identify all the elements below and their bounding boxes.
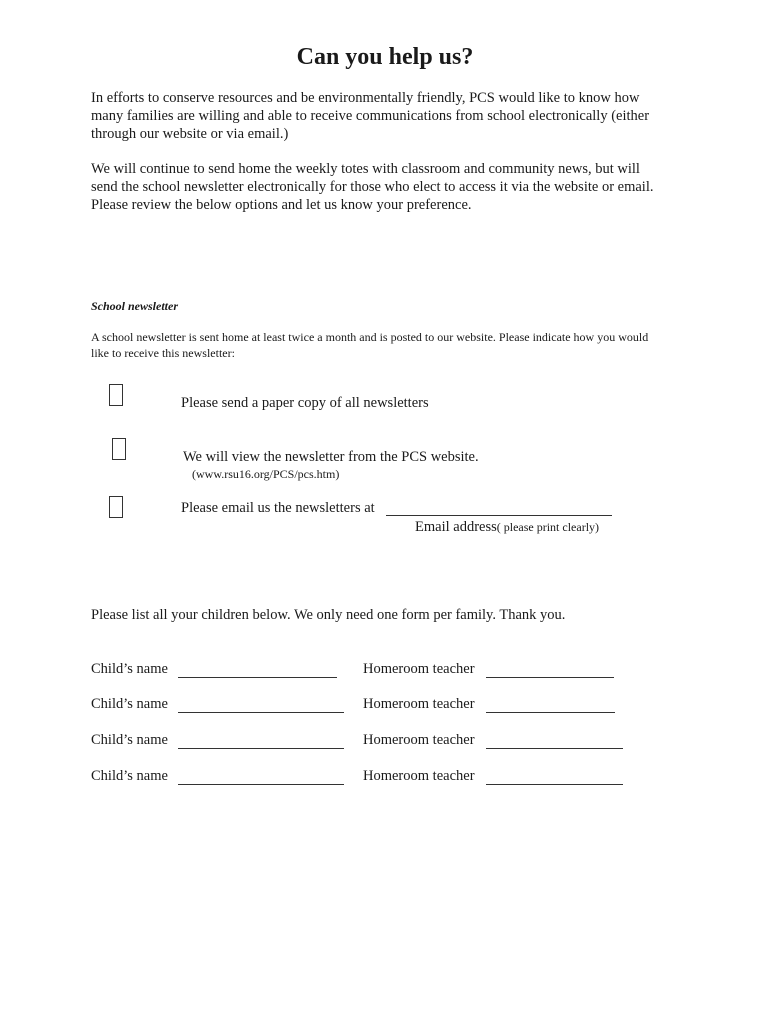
newsletter-heading: School newsletter [91, 299, 179, 313]
child-name-label-4: Child’s name [91, 768, 168, 784]
email-caption-note: ( please print clearly) [496, 520, 600, 534]
website-url: (www.rsu16.org/PCS/pcs.htm) [192, 467, 340, 481]
child-name-field-2[interactable] [178, 712, 344, 713]
email-caption [415, 518, 599, 536]
child-name-field-4[interactable] [178, 784, 344, 785]
teacher-label-1: Homeroom teacher [363, 661, 475, 677]
child-name-field-1[interactable] [178, 677, 337, 678]
child-name-label-1: Child’s name [91, 661, 168, 677]
teacher-field-2[interactable] [486, 712, 615, 713]
paper-copy-label: Please send a paper copy of all newsletters [181, 395, 429, 411]
teacher-label-2: Homeroom teacher [363, 696, 475, 712]
page-title: Can you help us? [296, 44, 474, 70]
teacher-field-3[interactable] [486, 748, 623, 749]
intro-paragraph-2 [91, 160, 691, 214]
website-checkbox[interactable] [112, 438, 126, 460]
children-instruction: Please list all your children below. We only need one form per family. Thank you. [91, 607, 566, 623]
intro-p2-line-3: Please review the below options and let us know your preference. [91, 197, 472, 213]
intro-p1-line-1: In efforts to conserve resources and be environmentally friendly, PCS would like to know how [91, 90, 640, 106]
newsletter-description-line-2: like to receive this newsletter: [91, 346, 235, 360]
paper-copy-checkbox[interactable] [109, 384, 123, 406]
email-address-field[interactable] [386, 515, 612, 516]
child-name-label-2: Child’s name [91, 696, 168, 712]
email-label: Please email us the newsletters at [181, 500, 375, 516]
website-label: We will view the newsletter from the PCS website. [183, 449, 479, 465]
newsletter-description [91, 329, 648, 361]
email-caption-main: Email address [415, 519, 497, 535]
intro-p1-line-2: many families are willing and able to receive communications from school electronically (either [91, 108, 650, 124]
newsletter-description-line-1: A school newsletter is sent home at least twice a month and is posted to our website. Please indicate how you would [91, 330, 649, 344]
teacher-field-1[interactable] [486, 677, 614, 678]
child-name-field-3[interactable] [178, 748, 344, 749]
intro-p2-line-2: send the school newsletter electronically for those who elect to access it via the website or email. [91, 179, 654, 195]
child-name-label-3: Child’s name [91, 732, 168, 748]
teacher-label-3: Homeroom teacher [363, 732, 475, 748]
email-checkbox[interactable] [109, 496, 123, 518]
intro-p1-line-3: through our website or via email.) [91, 126, 289, 142]
teacher-label-4: Homeroom teacher [363, 768, 475, 784]
intro-paragraph-1 [91, 89, 691, 143]
teacher-field-4[interactable] [486, 784, 623, 785]
intro-p2-line-1: We will continue to send home the weekly totes with classroom and community news, but will [91, 161, 640, 177]
